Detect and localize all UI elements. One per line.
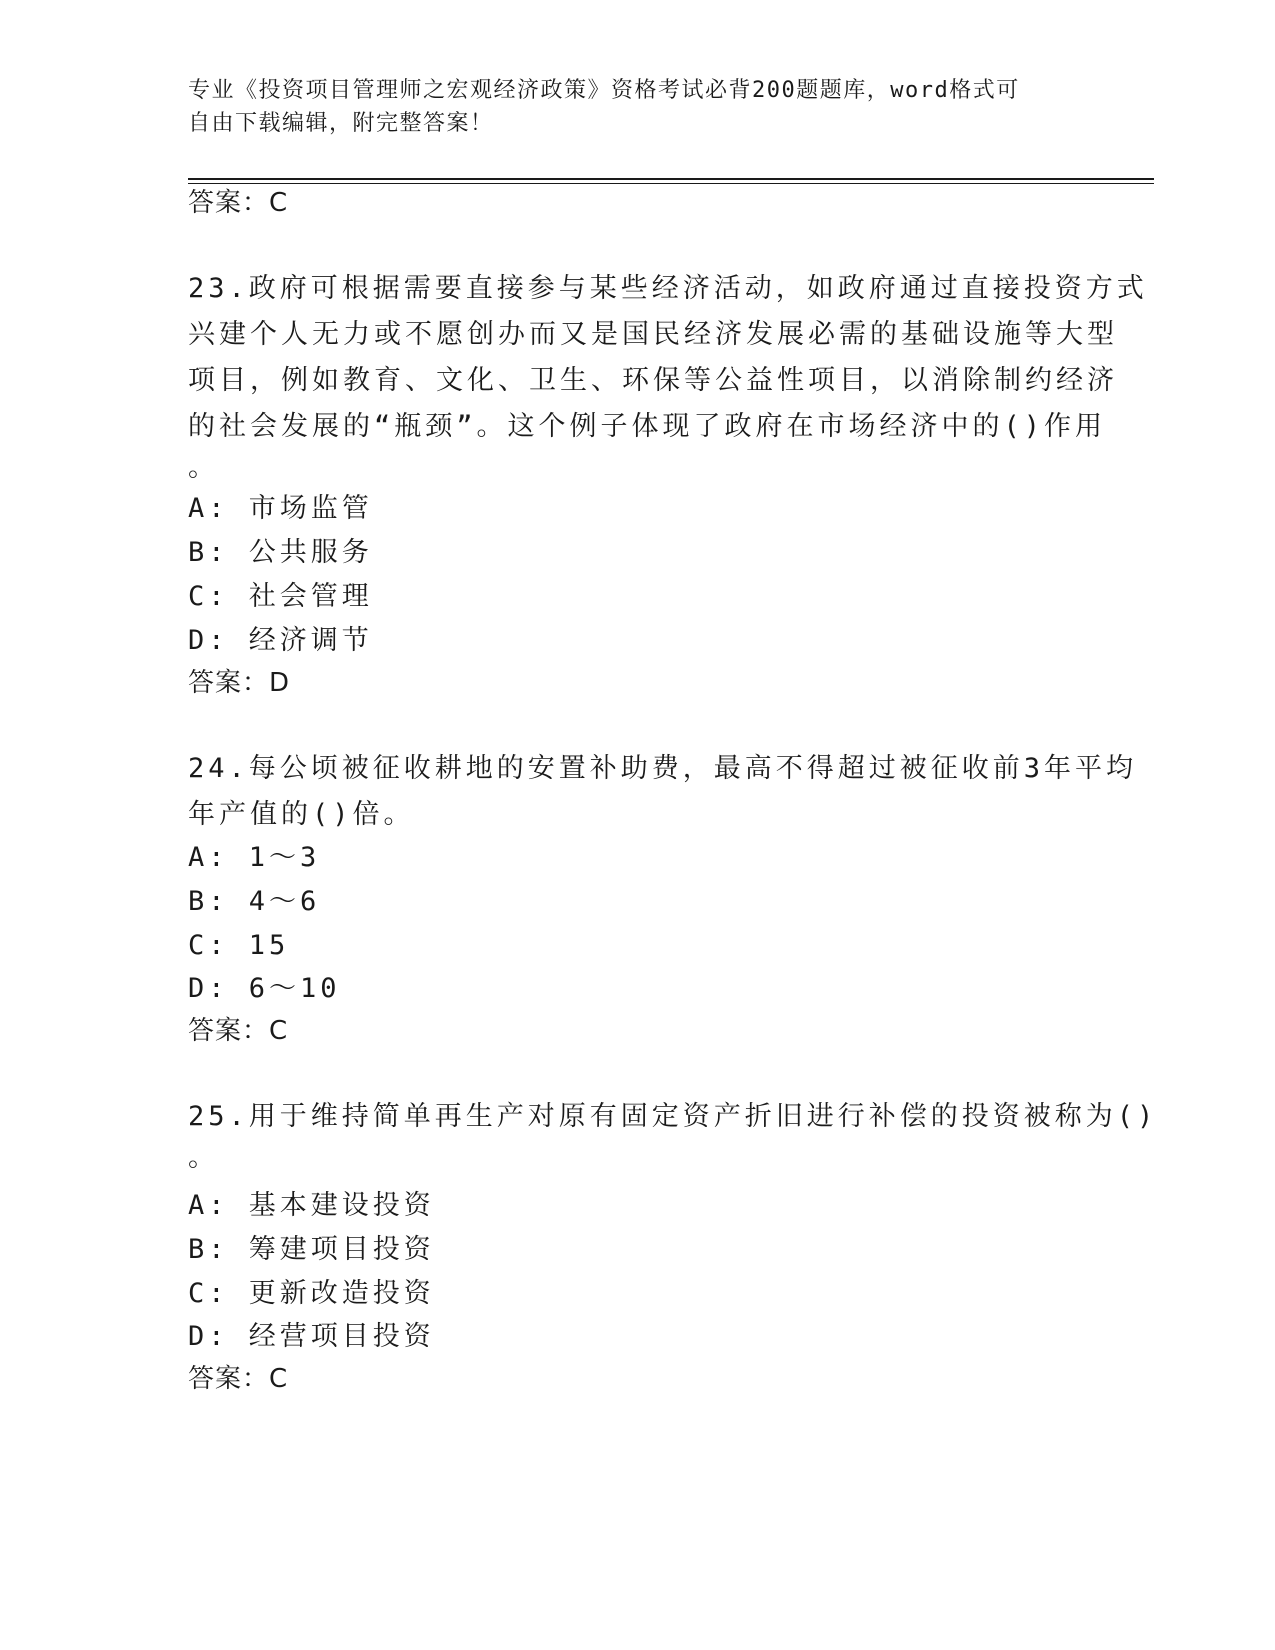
option-b: B: 筹建项目投资 bbox=[188, 1234, 435, 1265]
header-divider bbox=[188, 178, 1154, 184]
option-c: C: 15 bbox=[188, 930, 290, 961]
question-23 bbox=[188, 266, 1148, 486]
option-a: A: 基本建设投资 bbox=[188, 1190, 435, 1221]
option-b: B: 公共服务 bbox=[188, 537, 373, 568]
document-header bbox=[188, 74, 1088, 140]
question-text-line: 25.用于维持简单再生产对原有固定资产折旧进行补偿的投资被称为() bbox=[188, 1101, 1158, 1132]
header-line-2: 自由下载编辑，附完整答案！ bbox=[188, 111, 494, 136]
option-c: C: 更新改造投资 bbox=[188, 1278, 435, 1309]
question-text-line: 年产值的()倍。 bbox=[188, 799, 415, 830]
option-d: D: 经济调节 bbox=[188, 625, 373, 656]
question-24 bbox=[188, 746, 1138, 838]
question-text-line: 的社会发展的“瓶颈”。这个例子体现了政府在市场经济中的()作用 bbox=[188, 411, 1107, 442]
question-text-line: 。 bbox=[188, 452, 219, 483]
option-d: D: 经营项目投资 bbox=[188, 1321, 435, 1352]
question-text-line: 。 bbox=[188, 1142, 219, 1173]
question-text-line: 兴建个人无力或不愿创办而又是国民经济发展必需的基础设施等大型 bbox=[188, 319, 1118, 350]
answer-line: 答案：C bbox=[188, 1016, 289, 1046]
question-text-line: 项目，例如教育、文化、卫生、环保等公益性项目，以消除制约经济 bbox=[188, 365, 1118, 396]
option-a: A: 市场监管 bbox=[188, 493, 373, 524]
option-a: A: 1～3 bbox=[188, 842, 321, 873]
header-line-1: 专业《投资项目管理师之宏观经济政策》资格考试必背200题题库，word格式可 bbox=[188, 78, 1020, 103]
question-text-line: 23.政府可根据需要直接参与某些经济活动，如政府通过直接投资方式 bbox=[188, 273, 1148, 304]
question-text-line: 24.每公顷被征收耕地的安置补助费，最高不得超过被征收前3年平均 bbox=[188, 753, 1138, 784]
option-b: B: 4～6 bbox=[188, 886, 321, 917]
question-25 bbox=[188, 1094, 1158, 1176]
option-c: C: 社会管理 bbox=[188, 581, 373, 612]
answer-line: 答案：C bbox=[188, 1364, 289, 1394]
answer-line: 答案：D bbox=[188, 668, 291, 698]
option-d: D: 6～10 bbox=[188, 973, 341, 1004]
answer-line: 答案：C bbox=[188, 188, 289, 218]
